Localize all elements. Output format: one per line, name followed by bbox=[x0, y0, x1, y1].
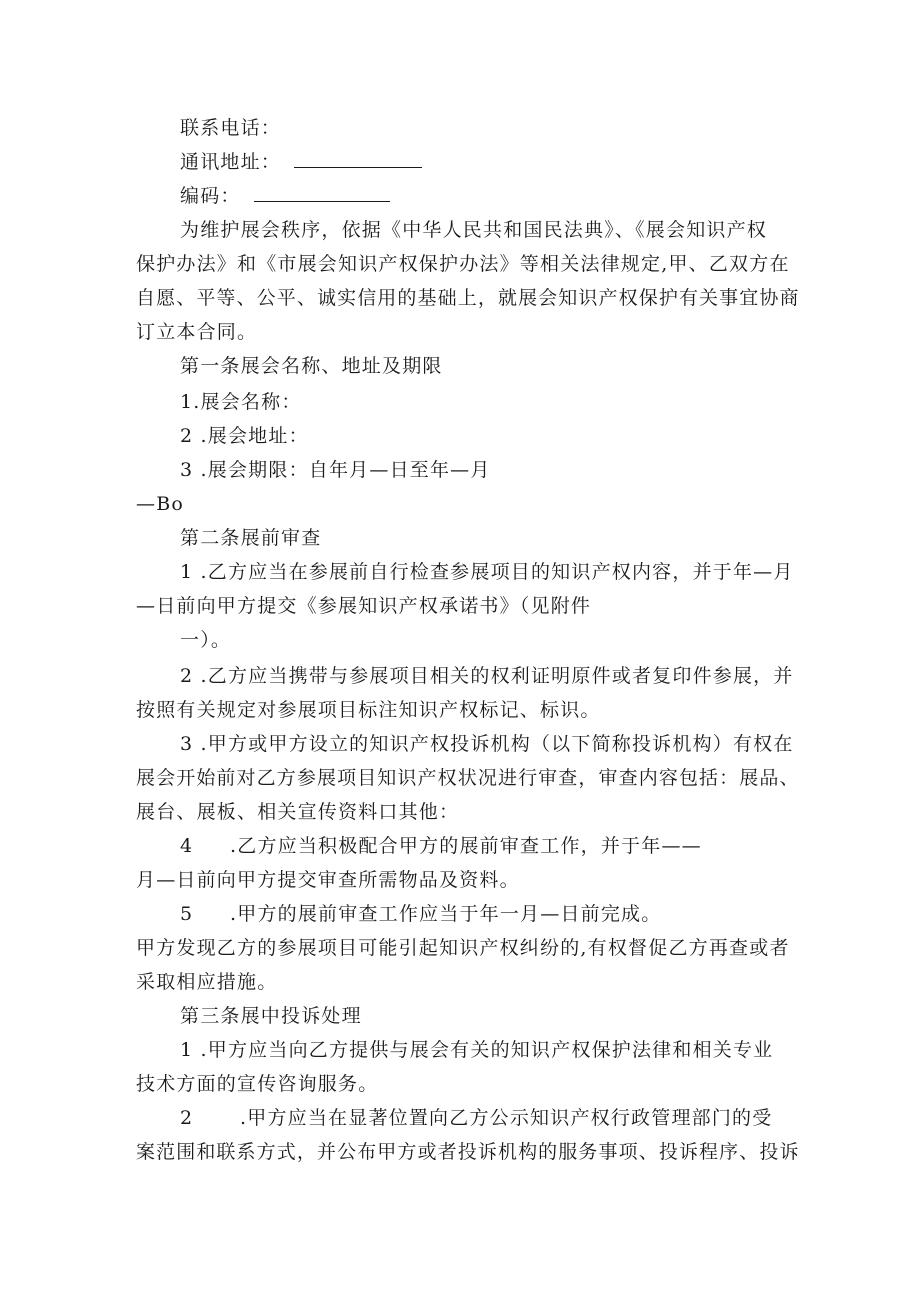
contact-phone-label: 联系电话： bbox=[180, 117, 282, 139]
article-2-item-2-line: 按照有关规定对参展项目标注知识产权标记、标识。 bbox=[136, 699, 601, 721]
article-2-item-1-line: 1 .乙方应当在参展前自行检查参展项目的知识产权内容，并于年—月 bbox=[180, 561, 794, 583]
article-2-item-5-number: 5 bbox=[180, 903, 194, 925]
contact-address-row bbox=[180, 150, 422, 174]
article-1-item-1: 1.展会名称： bbox=[180, 391, 302, 413]
article-1-item-3: 3 .展会期限：自年月—日至年—月 bbox=[180, 459, 491, 481]
article-1-heading: 第一条展会名称、地址及期限 bbox=[180, 355, 443, 377]
article-2-item-3-line: 展会开始前对乙方参展项目知识产权状况进行审查，审查内容包括：展品、 bbox=[136, 767, 800, 789]
postcode-blank-line bbox=[254, 184, 390, 202]
article-3-item-1-line: 技术方面的宣传咨询服务。 bbox=[136, 1073, 379, 1095]
article-2-heading: 第二条展前审查 bbox=[180, 527, 322, 549]
preamble-line: 订立本合同。 bbox=[136, 321, 258, 343]
article-3-item-2-line: 案范围和联系方式，并公布甲方或者投诉机构的服务事项、投诉程序、投诉 bbox=[136, 1141, 800, 1163]
preamble-line: 保护办法》和《市展会知识产权保护办法》等相关法律规定,甲、乙双方在 bbox=[136, 253, 790, 275]
article-2-item-1-line: 一）。 bbox=[180, 629, 232, 651]
article-2-item-1-line: —日前向甲方提交《参展知识产权承诺书》（见附件 bbox=[136, 595, 592, 617]
contact-address-label: 通讯地址： bbox=[180, 151, 282, 173]
article-3-item-2-line: .甲方应当在显著位置向乙方公示知识产权行政管理部门的受 bbox=[240, 1107, 773, 1129]
article-1-item-2: 2 .展会地址： bbox=[180, 425, 309, 447]
article-2-item-5-continuation: 甲方发现乙方的参展项目可能引起知识产权纠纷的,有权督促乙方再查或者 bbox=[136, 937, 790, 959]
article-3-heading: 第三条展中投诉处理 bbox=[180, 1005, 362, 1027]
article-2-item-4-line: 月—日前向甲方提交审查所需物品及资料。 bbox=[136, 869, 520, 891]
preamble-line: 为维护展会秩序，依据《中华人民共和国民法典》、《展会知识产权 bbox=[180, 219, 768, 241]
article-1-item-3-continuation: —Bo bbox=[136, 493, 185, 515]
article-2-item-5-line: .甲方的展前审查工作应当于年一月—日前完成。 bbox=[230, 903, 662, 925]
article-3-item-1-line: 1 .甲方应当向乙方提供与展会有关的知识产权保护法律和相关专业 bbox=[180, 1039, 774, 1061]
article-2-item-4-number: 4 bbox=[180, 835, 194, 857]
contact-postcode-row bbox=[180, 184, 390, 208]
preamble-line: 自愿、平等、公平、诚实信用的基础上，就展会知识产权保护有关事宜协商 bbox=[136, 287, 800, 309]
article-2-item-3-line: 3 .甲方或甲方设立的知识产权投诉机构（以下简称投诉机构）有权在 bbox=[180, 733, 794, 755]
article-2-item-2-line: 2 .乙方应当携带与参展项目相关的权利证明原件或者复印件参展，并 bbox=[180, 665, 794, 687]
article-3-item-2-number: 2 bbox=[180, 1107, 194, 1129]
article-2-item-5-continuation: 采取相应措施。 bbox=[136, 971, 278, 993]
article-2-item-3-line: 展台、展板、相关宣传资料口其他： bbox=[136, 801, 460, 823]
address-blank-line bbox=[294, 150, 422, 168]
contact-postcode-label: 编码： bbox=[180, 185, 241, 207]
article-2-item-4-line: .乙方应当积极配合甲方的展前审查工作，并于年—— bbox=[230, 835, 702, 857]
